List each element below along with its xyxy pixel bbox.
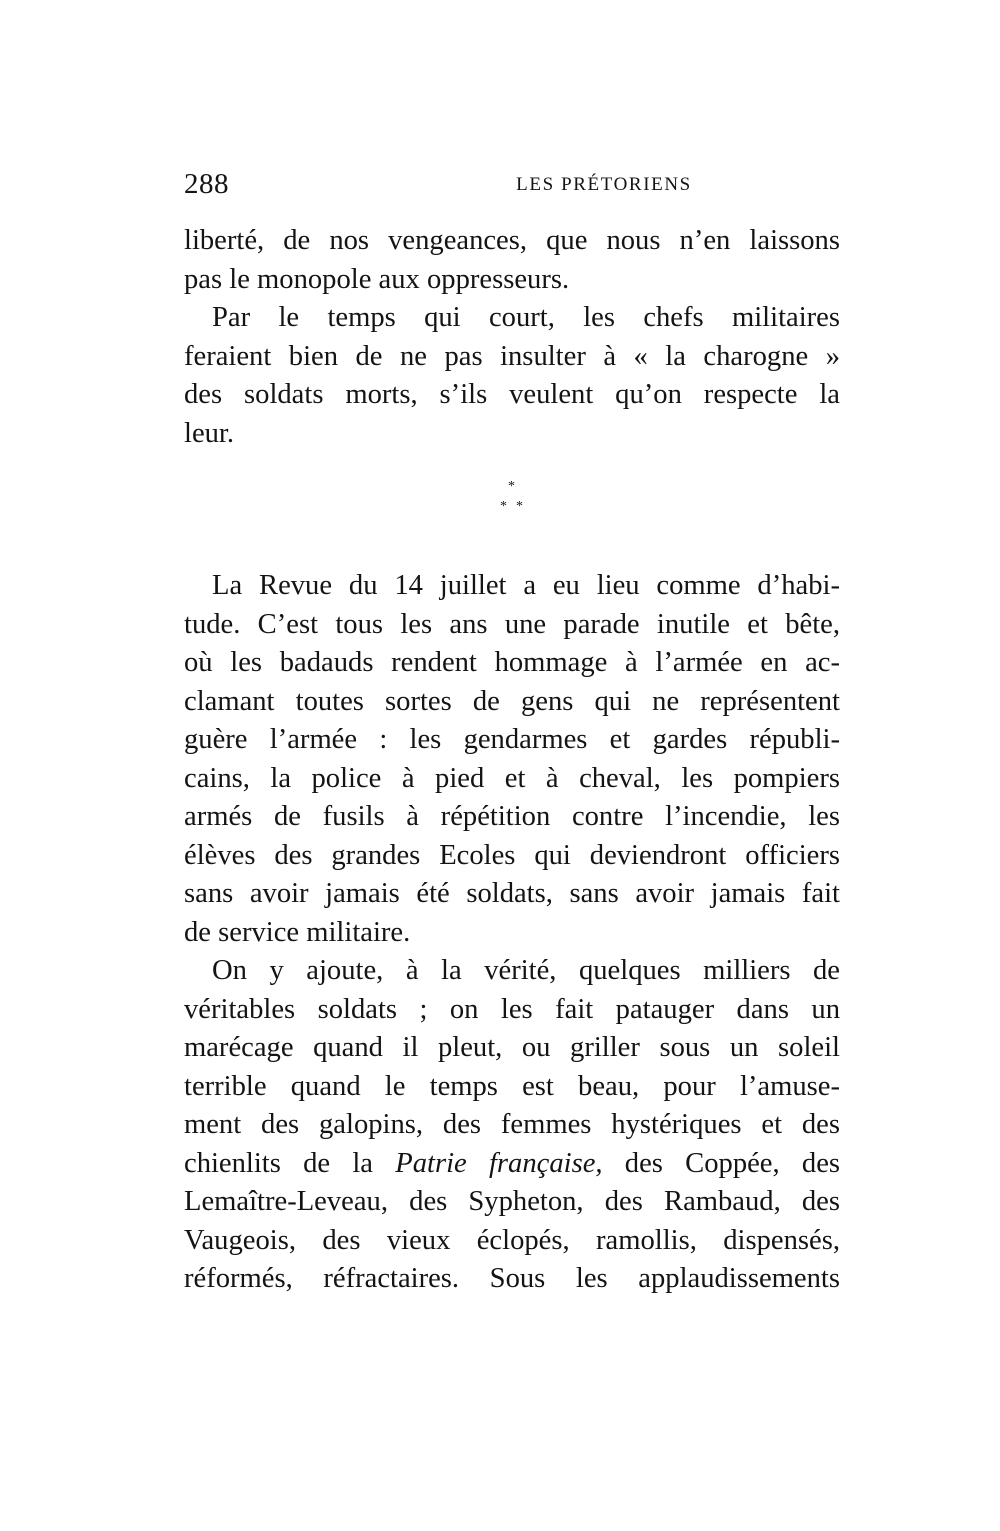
text-line: de service militaire. [184,916,411,948]
italic-title: Patrie française, [395,1147,603,1179]
text-line: armés de fusils à répétition contre l’incendie, les [184,801,840,832]
text-line: On y ajoute, à la vérité, quelques milliers de [212,955,840,986]
text-line: feraient bien de ne pas insulter à « la charogne » [184,340,840,372]
text-line: liberté, de nos vengeances, que nous n’en laissons [184,225,840,256]
text-line: tude. C’est tous les ans une parade inutile et bête, [184,608,840,640]
running-title: LES PRÉTORIENS [516,174,692,195]
text-line: élèves des grandes Ecoles qui deviendront officiers [184,839,840,871]
text-line: leur. [184,417,235,449]
text-line-with-italic [184,1145,840,1184]
text-run: des Coppée, des [602,1147,841,1179]
text-line: Vaugeois, des vieux éclopés, ramollis, dispensés, [184,1224,840,1256]
text-run: chienlits de la [184,1147,396,1179]
text-line: Lemaître-Leveau, des Sypheton, des Rambaud, des [184,1186,840,1217]
text-line: réformés, réfractaires. Sous les applaudissements [184,1263,840,1294]
page-header [184,168,840,208]
text-line: ment des galopins, des femmes hystériques et des [184,1109,840,1140]
text-line: où les badauds rendent hommage à l’armée en ac- [184,647,840,678]
text-line: terrible quand le temps est beau, pour l’amuse- [184,1070,840,1102]
text-line: sans avoir jamais été soldats, sans avoir jamais fait [184,878,840,909]
text-line: pas le monopole aux oppresseurs. [184,263,570,295]
text-line: La Revue du 14 juillet a eu lieu comme d’habi- [212,570,840,601]
asterism-star: * [500,499,507,514]
text-line: cains, la police à pied et à cheval, les pompiers [184,762,840,794]
text-line: véritables soldats ; on les fait patauger dans un [184,993,840,1025]
paragraph-block-1 [184,222,840,453]
text-line: clamant toutes sortes de gens qui ne représentent [184,685,840,717]
asterism-star: * [508,479,515,494]
paragraph-block-2 [184,567,840,1299]
text-line: guère l’armée : les gendarmes et gardes républi- [184,724,840,755]
text-line: des soldats morts, s’ils veulent qu’on respecte la [184,379,840,410]
section-break-asterism [498,480,534,516]
text-line: Par le temps qui court, les chefs militaires [212,302,840,333]
page-number: 288 [184,168,229,200]
asterism-star: * [516,499,523,514]
text-line: marécage quand il pleut, ou griller sous un soleil [184,1032,840,1063]
